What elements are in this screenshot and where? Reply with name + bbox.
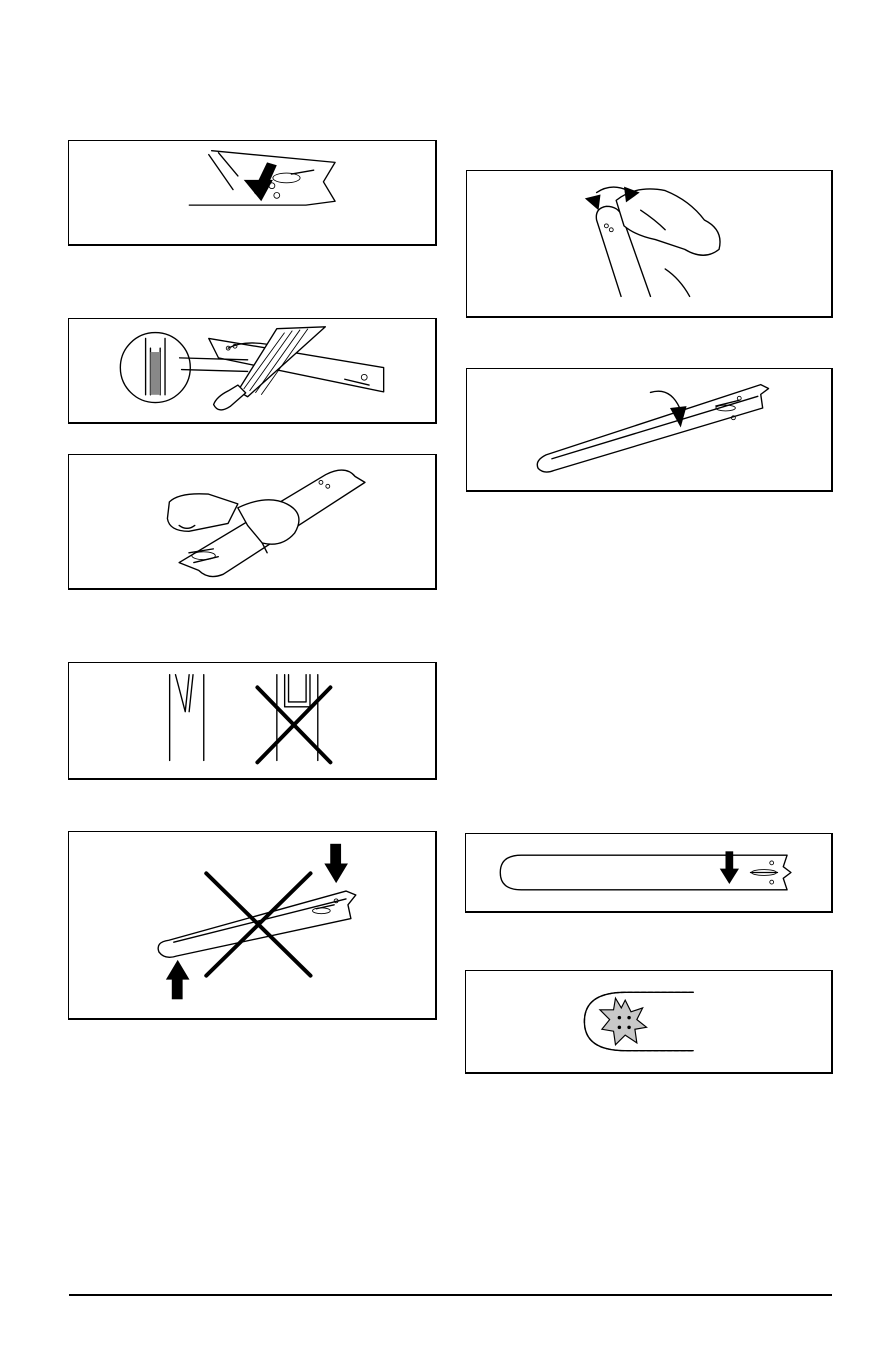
illustration-sprocket-chain: [465, 970, 833, 1074]
illustration-bar-lube-hole: [465, 833, 833, 913]
bar-lube-hole-arrow-icon: [466, 834, 831, 911]
illustration-file-bar-rails: [68, 318, 437, 424]
illustration-bar-bent-wrong: [68, 831, 437, 1020]
rail-profile-icon: [69, 663, 435, 778]
bent-bar-crossed-icon: [69, 832, 435, 1018]
footer-rule: [69, 1294, 832, 1296]
illustration-hand-rotate-nose: [466, 170, 833, 318]
illustration-rail-profile: [68, 662, 437, 780]
illustration-bar-turn-over: [466, 368, 833, 492]
guide-bar-oil-hole-icon: [69, 141, 435, 244]
illustration-bar-oil-hole: [68, 140, 437, 246]
hands-filing-bar-icon: [69, 455, 435, 588]
hand-rotating-nose-icon: [467, 171, 831, 316]
illustration-hands-filing-bar: [68, 454, 437, 590]
flat-file-on-bar-icon: [69, 319, 435, 422]
bar-turn-arrow-icon: [467, 369, 831, 490]
sprocket-chain-icon: [466, 971, 831, 1072]
